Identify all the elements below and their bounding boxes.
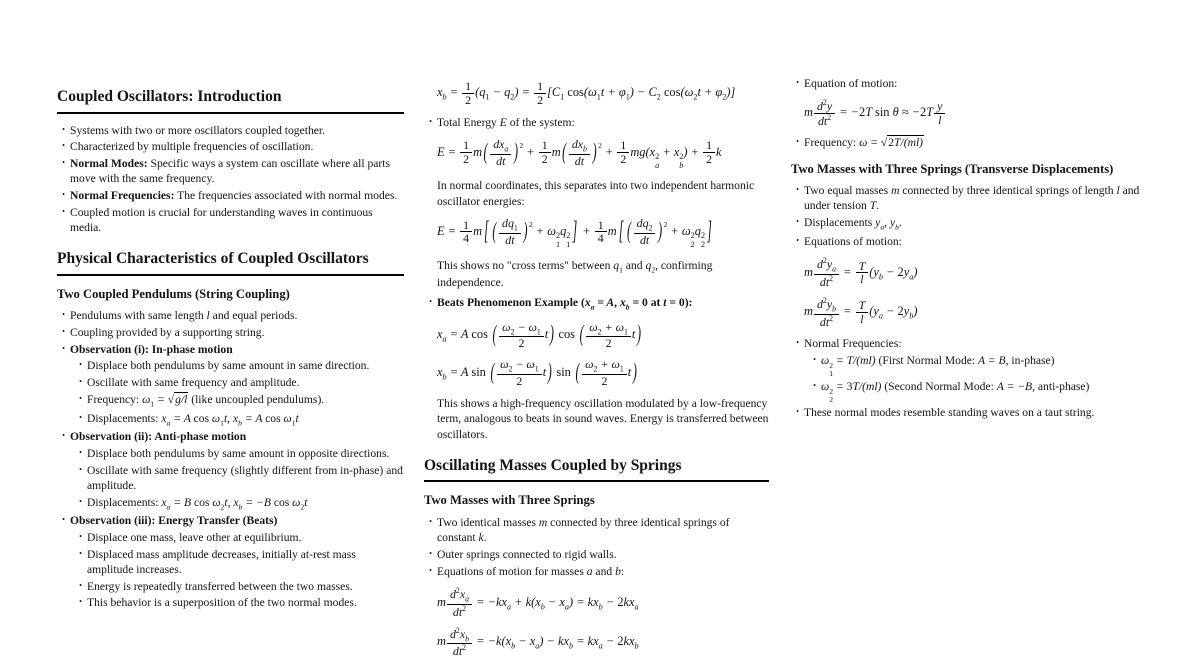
bullet-item [424,295,769,312]
bullet-item [791,234,1140,249]
bullet-icon: • [796,185,799,195]
bullet-item [808,379,1140,404]
bullet-item [808,353,1140,378]
bullet-text: Two equal masses m connected by three identical springs of length l and under tension T. [804,184,1140,213]
bullet-icon: • [429,565,432,575]
bullet-icon: • [796,137,799,147]
bullet-item [74,530,404,545]
bullet-icon: • [429,297,432,307]
bullet-text: Outer springs connected to rigid walls. [437,548,617,562]
bullet-item [74,463,404,493]
bullet-icon: • [79,597,82,607]
bullet-item [74,411,404,428]
bullet-item [57,325,404,340]
bullet-text: Systems with two or more oscillators coupled together. [70,123,326,137]
bullet-text: Displacements $y_a$, $y_b$. [804,216,902,232]
bullet-text: Displacements: $x_a = B$ $\cos \omega_2t$, $x_b = -B$ $\cos \omega_2t$ [87,495,308,511]
bullet-item [57,188,404,203]
bullet-text: Displace one mass, leave other at equilibrium. [87,531,302,545]
bullet-item [791,405,1140,420]
sub-bullet-list [74,530,404,610]
bullet-item [424,515,769,545]
bullet-text: Equation of motion: [804,76,898,90]
bullet-text: Beats Phenomenon Example ($x_a = A$, $x_b = 0$ at t = 0): [437,296,693,312]
sub-bullet-list [808,353,1140,404]
equation: E = $\frac{1}{2}$ m ( $dx_a$ dt ) $^2$ + $\frac{1}{2}$ m ( $dx_b$ dt ) $^2$ + $\frac{1}{2}$ mg(x 2 a + x 2 b ) + $\frac{1}{2}$ k [437,137,722,170]
bullet-icon: • [62,141,65,151]
bullet-text: This behavior is a superposition of the two normal modes. [87,596,357,610]
bullet-icon: • [79,448,82,458]
bullet-text: These normal modes resemble standing waves on a taut string. [804,406,1095,420]
equation: m $\frac{d^2y}{dt^2}$ = −2T sin θ ≈ −2T $\frac{y}{l}$ [791,99,1140,128]
bullet-list [57,308,404,610]
bullet-item [57,308,404,323]
bullet-item [791,76,1140,91]
paragraph: In normal coordinates, this separates into two independent harmonic oscillator energies: [437,179,755,208]
bullet-icon: • [79,393,82,403]
section-heading: Physical Characteristics of Coupled Oscillators [57,250,404,276]
bullet-icon: • [79,376,82,386]
sub-bullet-list [74,358,404,428]
paragraph: This shows a high-frequency oscillation modulated by a low-frequency term, analogous to beats in sound waves. Energy is transferred between oscillators. [437,397,769,441]
bullet-text: Observation (ii): Anti-phase motion [70,430,247,444]
bullet-icon: • [79,580,82,590]
equation: $x_b$ = $\frac{1}{2}$ $(q_1 - q_2)$ = $\frac{1}{2}$ [$C_1$ $\cos(\omega_1t + \varphi_1) - C_2$ $\cos(\omega_2t + \varphi_2)$] [437,80,736,107]
bullet-icon: • [62,310,65,320]
bullet-text: Characterized by multiple frequencies of oscillation. [70,140,314,154]
bullet-list [791,336,1140,420]
equation: m $\frac{d^2y_a}{dt^2}$ = $\frac{T}{l}$ $(y_b - 2y_a)$ [804,257,918,289]
bullet-list [424,295,769,312]
bullet-item [57,513,404,528]
bullet-text: Coupling provided by a supporting string. [70,325,265,339]
bullet-text: Oscillate with same frequency and amplitude. [87,375,300,389]
bullet-text: Observation (i): In-phase motion [70,342,233,356]
bullet-icon: • [79,548,82,558]
bullet-item [791,135,1140,150]
bullet-icon: • [796,217,799,227]
bullet-text: Normal Frequencies: The frequencies associated with normal modes. [70,188,398,202]
bullet-icon: • [79,360,82,370]
bullet-text: Frequency: ω = √2T/(ml) [804,136,924,150]
bullet-text: Displace both pendulums by same amount in opposite directions. [87,447,390,461]
bullet-icon: • [79,532,82,542]
bullet-icon: • [62,515,65,525]
bullet-item [424,115,769,130]
bullet-list [791,135,1140,150]
bullet-text: Two identical masses m connected by three identical springs of constant k. [437,516,730,545]
bullet-icon: • [62,431,65,441]
bullet-item [74,595,404,610]
bullet-icon: • [796,235,799,245]
bullet-item [57,429,404,444]
bullet-text: Normal Modes: Specific ways a system can oscillate where all parts move with the same frequency. [70,156,391,186]
equation: $x_b = A$ sin ( $\frac{\omega_2 - \omega_1}{2}$ t ) sin ( $\frac{\omega_2 + \omega_1}{2}$ t ) [437,358,637,388]
bullet-text: Normal Frequencies: [804,337,902,351]
bullet-item [57,139,404,154]
bullet-icon: • [813,381,816,391]
bullet-item [74,392,404,409]
bullet-text: Displacements: $x_a = A$ $\cos \omega_1t$, $x_b = A$ $\cos \omega_1t$ [87,411,299,427]
bullet-item [791,215,1140,232]
bullet-icon: • [429,517,432,527]
bullet-list [424,515,769,579]
bullet-icon: • [79,464,82,474]
column-3 [791,74,1140,422]
equation: m $\frac{d^2x_b}{dt^2}$ = $-k(x_b - x_a) - kx_b = kx_a - 2kx_b$ [437,626,639,659]
paragraph: This shows no "cross terms" between $q_1$ and $q_2$, confirming independence. [437,258,713,289]
column-1 [57,88,404,612]
bullet-icon: • [62,157,65,167]
bullet-icon: • [429,549,432,559]
bullet-list [791,76,1140,91]
bullet-item [74,375,404,390]
bullet-item [424,564,769,579]
bullet-icon: • [796,77,799,87]
bullet-text: Oscillate with same frequency (slightly different from in-phase) and amplitude. [87,463,403,492]
bullet-text: Frequency: $\omega_1 = √g/l$ (like uncoupled pendulums). [87,392,325,408]
bullet-list [424,115,769,130]
bullet-item [74,579,404,594]
sub-bullet-list [74,446,404,512]
bullet-icon: • [79,412,82,422]
bullet-icon: • [62,206,65,216]
bullet-item [57,342,404,357]
bullet-icon: • [62,124,65,134]
bullet-text: Equations of motion: [804,234,902,248]
section-heading: Oscillating Masses Coupled by Springs [424,457,769,483]
bullet-item [791,183,1140,213]
bullet-list [57,123,404,235]
subsection-heading: Two Masses with Three Springs (Transverse Displacements) [791,161,1114,176]
bullet-text: ω 2 1 = T/(ml) (First Normal Mode: A = B, in-phase) [821,354,1055,378]
bullet-icon: • [62,343,65,353]
equation: m $\frac{d^2y_b}{dt^2}$ = $\frac{T}{l}$ $(y_a - 2y_b)$ [804,296,918,329]
subsection-heading: Two Coupled Pendulums (String Coupling) [57,286,290,301]
bullet-text: Coupled motion is crucial for understanding waves in continuous media. [70,205,373,234]
bullet-text: ω 2 2 = 3T/(ml) (Second Normal Mode: A = −B, anti-phase) [821,380,1090,404]
bullet-icon: • [79,496,82,506]
bullet-icon: • [429,116,432,126]
bullet-item [74,358,404,373]
section-heading: Coupled Oscillators: Introduction [57,88,404,114]
bullet-item [74,547,404,577]
bullet-icon: • [62,189,65,199]
bullet-text: Pendulums with same length l and equal periods. [70,309,298,323]
bullet-item [791,336,1140,351]
bullet-text: Displaced mass amplitude decreases, initially at-rest mass amplitude increases. [87,547,356,576]
equation: $x_a = A$ cos ( $\frac{\omega_2 - \omega_1}{2}$ t ) cos ( $\frac{\omega_2 + \omega_1}{2}$ t ) [437,320,641,351]
bullet-text: Displace both pendulums by same amount in same direction. [87,359,370,373]
bullet-icon: • [796,407,799,417]
equation: E = $\frac{1}{4}$ m [ ( $\frac{dq_1}{dt}$ ) $^2$ + ω 2 1 q 2 1 ] + $\frac{1}{4}$ m [ ( $\frac{dq_2}{dt}$ ) $^2$ + ω 2 2 q 2 2 ] [437,217,712,249]
bullet-list [791,183,1140,249]
bullet-icon: • [813,355,816,365]
bullet-text: Equations of motion for masses a and b: [437,564,625,578]
bullet-text: Total Energy E of the system: [437,115,575,129]
bullet-icon: • [62,326,65,336]
bullet-item [424,547,769,562]
bullet-text: Observation (iii): Energy Transfer (Beats) [70,514,278,528]
bullet-item [57,156,404,186]
column-2 [424,72,769,666]
bullet-text: Energy is repeatedly transferred between the two masses. [87,579,353,593]
bullet-item [74,446,404,461]
bullet-item [74,495,404,512]
bullet-icon: • [796,338,799,348]
equation: m $\frac{d^2x_a}{dt^2}$ = $-kx_a + k(x_b - x_a) = kx_b - 2kx_a$ [437,586,639,619]
bullet-item [57,205,404,235]
bullet-item [57,123,404,138]
subsection-heading: Two Masses with Three Springs [424,493,595,508]
